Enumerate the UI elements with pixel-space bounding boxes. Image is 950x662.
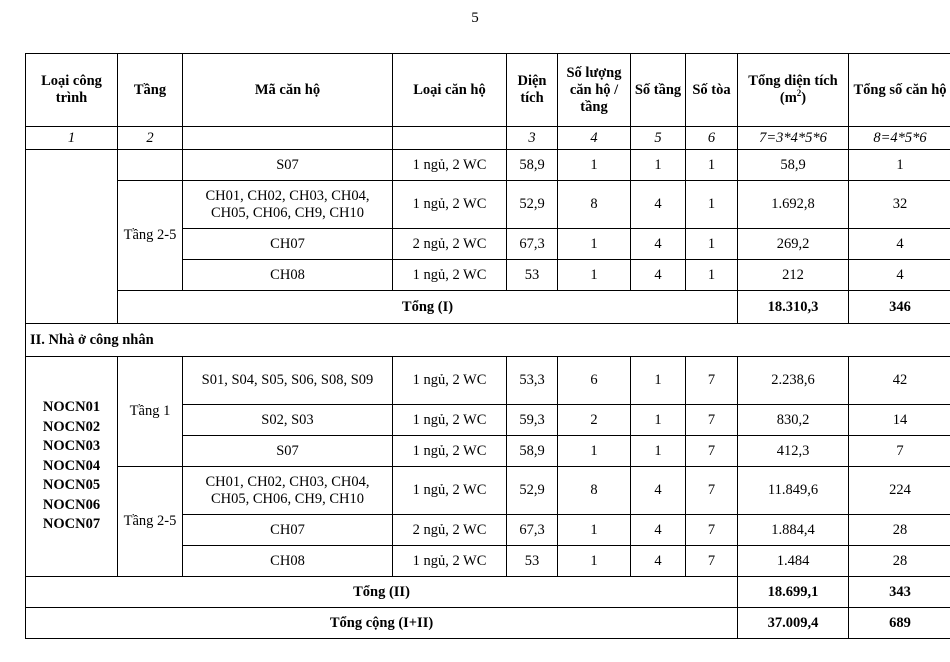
total-area: 2.238,6 — [738, 357, 849, 405]
unit-codes: CH01, CH02, CH03, CH04, CH05, CH06, CH9, CH10 — [183, 467, 393, 515]
index-row — [26, 127, 950, 150]
header-tang: Tầng — [118, 54, 183, 127]
header-dien-tich: Diện tích — [507, 54, 558, 127]
towers: 7 — [686, 467, 738, 515]
total-units: 224 — [849, 467, 950, 515]
project-codes — [26, 357, 118, 577]
towers: 1 — [686, 150, 738, 181]
total-area: 830,2 — [738, 405, 849, 436]
header-tong-dien-tich: Tổng diện tích $(m^2)$ — [738, 54, 849, 127]
units-per-floor: 2 — [558, 405, 631, 436]
area: 53 — [507, 546, 558, 577]
floors: 4 — [631, 229, 686, 260]
unit-type: 1 ngủ, 2 WC — [393, 181, 507, 229]
unit-type: 1 ngủ, 2 WC — [393, 436, 507, 467]
floors: 4 — [631, 546, 686, 577]
floor-label: Tầng 2-5 — [118, 467, 183, 577]
units-per-floor: 6 — [558, 357, 631, 405]
unit-codes: S07 — [183, 150, 393, 181]
project-code: NOCN04 — [42, 457, 101, 474]
unit-type: 2 ngủ, 2 WC — [393, 515, 507, 546]
unit-codes: CH07 — [183, 229, 393, 260]
units-per-floor: 1 — [558, 546, 631, 577]
towers: 7 — [686, 357, 738, 405]
grand-total-row — [26, 608, 950, 639]
total-units: 32 — [849, 181, 950, 229]
header-loai-can-ho: Loại căn hộ — [393, 54, 507, 127]
towers: 7 — [686, 546, 738, 577]
total-units: 28 — [849, 546, 950, 577]
towers: 1 — [686, 260, 738, 291]
index-cell: 1 — [26, 127, 118, 150]
header-ma-can-ho: Mã căn hộ — [183, 54, 393, 127]
table-row — [26, 467, 950, 515]
grand-total-label: Tổng cộng (I+II) — [26, 608, 738, 639]
total-area: 1.884,4 — [738, 515, 849, 546]
subtotal-row — [26, 291, 950, 324]
unit-type: 1 ngủ, 2 WC — [393, 260, 507, 291]
header-so-toa: Số tòa — [686, 54, 738, 127]
subtotal-units: 346 — [849, 291, 950, 324]
table-row — [26, 357, 950, 405]
towers: 7 — [686, 515, 738, 546]
index-cell — [183, 127, 393, 150]
area: 67,3 — [507, 515, 558, 546]
total-units: 4 — [849, 229, 950, 260]
subtotal-units: 343 — [849, 577, 950, 608]
units-per-floor: 1 — [558, 229, 631, 260]
floors: 1 — [631, 436, 686, 467]
index-cell: 8=4*5*6 — [849, 127, 950, 150]
header-tong-so-can-ho: Tổng số căn hộ — [849, 54, 950, 127]
area: 67,3 — [507, 229, 558, 260]
project-code: NOCN05 — [42, 477, 101, 494]
units-per-floor: 8 — [558, 181, 631, 229]
unit-codes: S07 — [183, 436, 393, 467]
subtotal-label: Tổng (II) — [26, 577, 738, 608]
project-code: NOCN06 — [42, 496, 101, 513]
project-code: NOCN02 — [42, 418, 101, 435]
total-area: 212 — [738, 260, 849, 291]
subtotal-label: Tổng (I) — [118, 291, 738, 324]
header-so-tang: Số tầng — [631, 54, 686, 127]
header-row — [26, 54, 950, 127]
total-units: 4 — [849, 260, 950, 291]
unit-codes: CH08 — [183, 260, 393, 291]
towers: 7 — [686, 436, 738, 467]
unit-codes: CH08 — [183, 546, 393, 577]
unit-type: 1 ngủ, 2 WC — [393, 546, 507, 577]
page-number: 5 — [471, 10, 479, 26]
header-loai-cong-trinh: Loại công trình — [26, 54, 118, 127]
total-units: 7 — [849, 436, 950, 467]
towers: 1 — [686, 229, 738, 260]
index-cell — [393, 127, 507, 150]
total-area: 412,3 — [738, 436, 849, 467]
table-row — [26, 150, 950, 181]
project-code: NOCN03 — [42, 438, 101, 455]
unit-codes: S01, S04, S05, S06, S08, S09 — [183, 357, 393, 405]
subtotal-area: 18.699,1 — [738, 577, 849, 608]
floors: 4 — [631, 260, 686, 291]
unit-codes: S02, S03 — [183, 405, 393, 436]
floors: 4 — [631, 181, 686, 229]
unit-type: 1 ngủ, 2 WC — [393, 405, 507, 436]
unit-codes: CH01, CH02, CH03, CH04, CH05, CH06, CH9, CH10 — [183, 181, 393, 229]
subtotal-area: 18.310,3 — [738, 291, 849, 324]
unit-type: 1 ngủ, 2 WC — [393, 467, 507, 515]
unit-type: 2 ngủ, 2 WC — [393, 229, 507, 260]
units-per-floor: 1 — [558, 260, 631, 291]
units-per-floor: 8 — [558, 467, 631, 515]
area: 59,3 — [507, 405, 558, 436]
area: 52,9 — [507, 467, 558, 515]
section-title-row — [26, 324, 950, 357]
floors: 1 — [631, 405, 686, 436]
project-cell-empty — [26, 150, 118, 324]
index-cell: 2 — [118, 127, 183, 150]
units-per-floor: 1 — [558, 436, 631, 467]
index-cell: 4 — [558, 127, 631, 150]
total-area: 1.484 — [738, 546, 849, 577]
area: 52,9 — [507, 181, 558, 229]
units-per-floor: 1 — [558, 150, 631, 181]
table-row — [26, 181, 950, 229]
project-code: NOCN07 — [42, 516, 101, 533]
unit-type: 1 ngủ, 2 WC — [393, 357, 507, 405]
total-area: 11.849,6 — [738, 467, 849, 515]
floor-cell-empty — [118, 150, 183, 181]
area: 58,9 — [507, 436, 558, 467]
grand-total-area: 37.009,4 — [738, 608, 849, 639]
unit-codes: CH07 — [183, 515, 393, 546]
index-cell: 6 — [686, 127, 738, 150]
floors: 4 — [631, 467, 686, 515]
area: 53,3 — [507, 357, 558, 405]
area: 53 — [507, 260, 558, 291]
section-title: II. Nhà ở công nhân — [26, 324, 950, 357]
floors: 1 — [631, 357, 686, 405]
unit-type: 1 ngủ, 2 WC — [393, 150, 507, 181]
grand-total-units: 689 — [849, 608, 950, 639]
floors: 4 — [631, 515, 686, 546]
total-units: 14 — [849, 405, 950, 436]
index-cell: 7=3*4*5*6 — [738, 127, 849, 150]
subtotal-row — [26, 577, 950, 608]
total-units: 1 — [849, 150, 950, 181]
floor-label: Tầng 2-5 — [118, 181, 183, 291]
towers: 7 — [686, 405, 738, 436]
floor-label: Tầng 1 — [118, 357, 183, 467]
total-area: 1.692,8 — [738, 181, 849, 229]
floors: 1 — [631, 150, 686, 181]
index-cell: 5 — [631, 127, 686, 150]
area: 58,9 — [507, 150, 558, 181]
header-so-luong: Số lượng căn hộ / tầng — [558, 54, 631, 127]
total-area: 58,9 — [738, 150, 849, 181]
total-area: 269,2 — [738, 229, 849, 260]
index-cell: 3 — [507, 127, 558, 150]
units-per-floor: 1 — [558, 515, 631, 546]
total-units: 28 — [849, 515, 950, 546]
apartment-table — [25, 53, 950, 639]
total-units: 42 — [849, 357, 950, 405]
project-code: NOCN01 — [42, 399, 101, 416]
towers: 1 — [686, 181, 738, 229]
